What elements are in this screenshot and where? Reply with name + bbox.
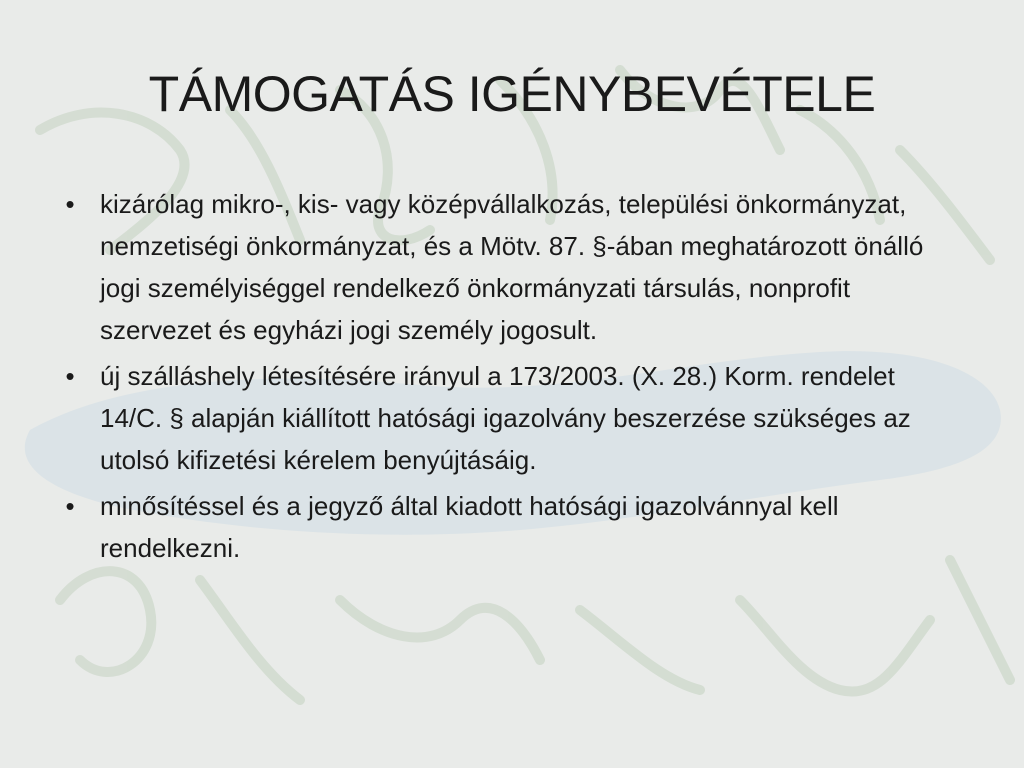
bullet-text: kizárólag mikro-, kis- vagy középvállalkozás, települési önkormányzat, nemzetiségi önkormányzat, és a Mötv. 87. §-ában meghatározott önálló jogi személyiséggel rendelkező önkormányzati társulás, nonprofit szervezet és egyházi jogi személy jogosult.	[100, 189, 924, 345]
list-item	[58, 485, 958, 569]
bullet-text: új szálláshely létesítésére irányul a 173/2003. (X. 28.) Korm. rendelet 14/C. § alapján kiállított hatósági igazolvány beszerzése szükséges az utolsó kifizetési kérelem benyújtásáig.	[100, 361, 911, 475]
bullet-text: minősítéssel és a jegyző által kiadott hatósági igazolvánnyal kell rendelkezni.	[100, 491, 839, 563]
slide-content	[58, 183, 958, 573]
bullet-icon: •	[65, 361, 75, 391]
bullet-icon: •	[65, 189, 75, 219]
bullet-list	[58, 183, 958, 569]
list-item	[58, 355, 958, 481]
list-item	[58, 183, 958, 351]
bullet-icon: •	[65, 491, 75, 521]
slide-title: TÁMOGATÁS IGÉNYBEVÉTELE	[148, 66, 876, 122]
